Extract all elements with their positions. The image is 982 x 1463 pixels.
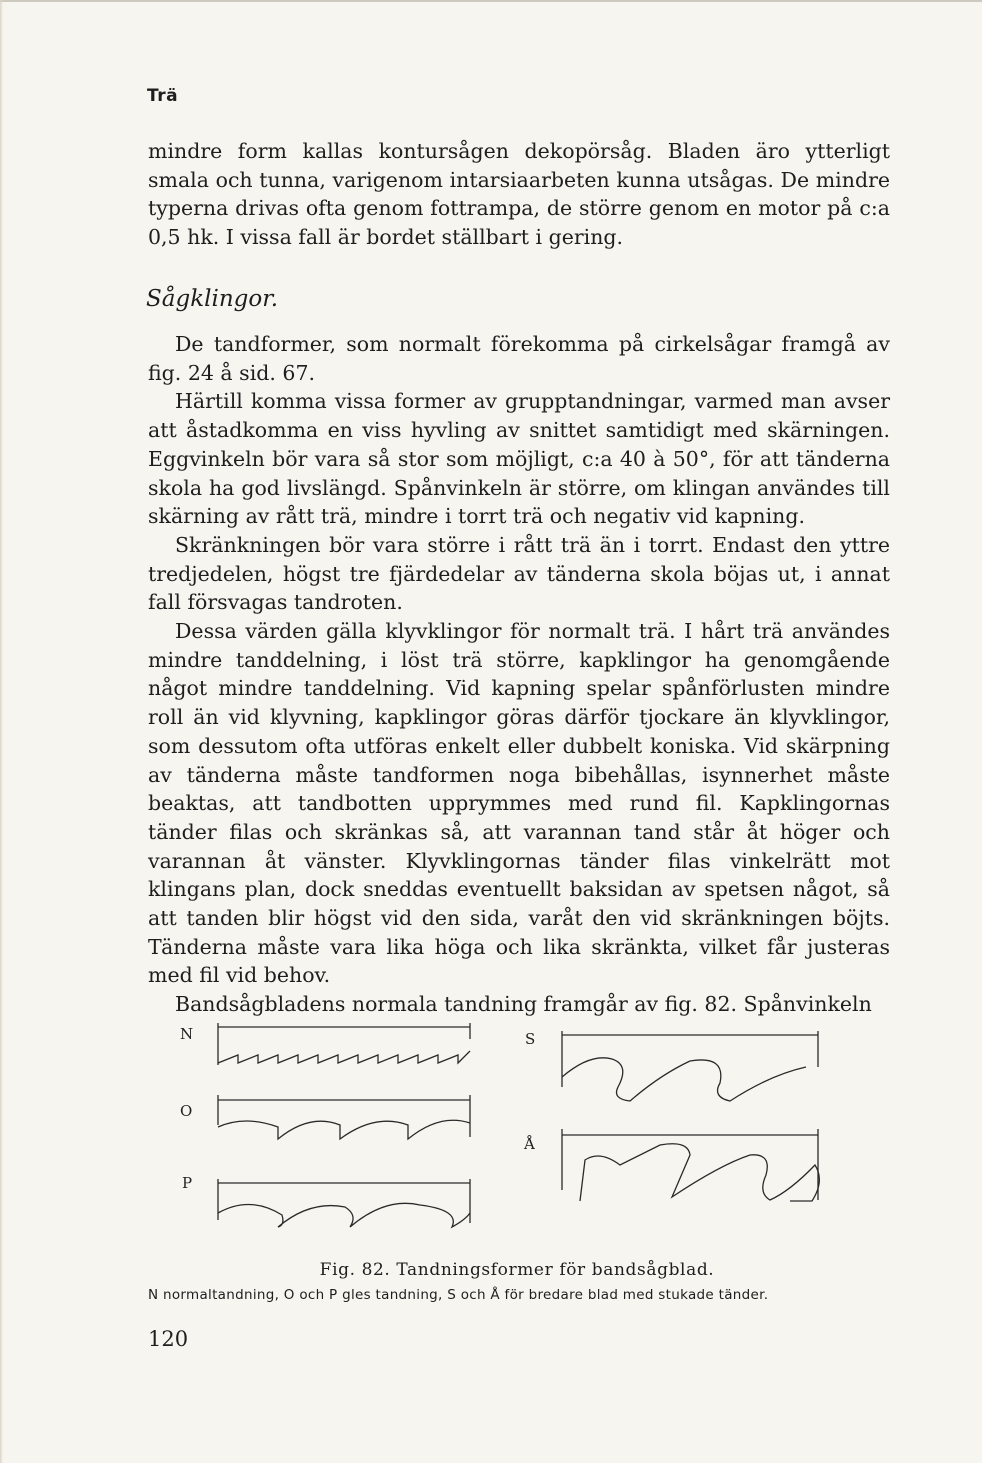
profile-p [218,1179,470,1227]
section-text-block [148,330,890,1019]
figure-caption-title [0,1260,982,1280]
figure-label-n: N [180,1025,194,1043]
profile-o [218,1095,470,1139]
page-edge-left [0,0,3,1463]
tooth-profile-diagram [160,1015,840,1250]
profile-s [562,1031,818,1101]
tooth-line [562,1058,806,1101]
tooth-line [218,1051,470,1063]
profile-a-ring [562,1129,819,1201]
page-number: 120 [148,1327,189,1351]
paragraph: Dessa värden gälla klyvklingor för normalt trä. I hårt trä användes mindre tanddelning, i löst trä större, kapklingor ha genomgående något mindre tanddelning. Vid kapning spelar spånförlusten mindre roll än vid klyvning, kapklingor göras därför tjockare än klyvklingor, som dessutom ofta utföras enkelt eller dubbelt koniska. Vid skärpning av tänderna måste tandformen noga bibehållas, isynnerhet måste beaktas, att tandbotten upprymmes med rund fil. Kapklingornas tänder filas och skränkas så, att varannan tand står åt höger och varannan åt vänster. Klyvklingornas tänder filas vinkelrätt mot klingans plan, dock sneddas eventuellt baksidan av spetsen något, så att tanden blir högst vid den sida, varåt den vid skränkningen böjts. Tänderna måste vara lika höga och lika skränkta, vilket får justeras med fil vid behov. [148,619,890,988]
profile-n [218,1023,470,1065]
running-head: Trä [147,86,179,106]
paragraph: De tandformer, som normalt förekomma på cirkelsågar framgå av fig. 24 å sid. 67. [148,332,890,385]
figure-label-p: P [182,1174,193,1192]
tooth-line [218,1120,470,1139]
paragraph: Bandsågbladens normala tandning framgår av fig. 82. Spånvinkeln [175,992,872,1017]
section-heading: Sågklingor. [146,286,279,312]
figure-label-o: O [180,1102,193,1120]
figure-label-s: S [525,1030,536,1048]
intro-text-block [148,137,890,252]
figure-label-a-ring: Å [524,1135,535,1153]
page-edge-top [0,0,982,2]
figure-caption-description: N normaltandning, O och P gles tandning, S och Å för bredare blad med stukade tänder. [148,1287,769,1303]
figure-caption-title-text: Fig. 82. Tandningsformer för bandsågblad. [319,1260,715,1280]
intro-paragraph: mindre form kallas kontursågen dekopörsåg. Bladen äro ytterligt smala och tunna, varigenom intarsiaarbeten kunna utsågas. De mindre typerna drivas ofta genom fottrampa, de större genom en motor på c:a 0,5 hk. I vissa fall är bordet ställbart i gering. [148,139,890,250]
paragraph: Härtill komma vissa former av grupptandningar, varmed man avser att åstadkomma en viss hyvling av snittet samtidigt med skärningen. Eggvinkeln bör vara så stor som möjligt, c:a 40 à 50°, för att tänderna skola ha god livslängd. Spånvinkeln är större, om klingan användes till skärning av rått trä, mindre i torrt trä och negativ vid kapning. [148,389,890,529]
tooth-line [580,1144,819,1201]
tooth-line [218,1203,470,1227]
paragraph: Skränkningen bör vara större i rått trä än i torrt. Endast den yttre tredjedelen, högst tre fjärdedelar av tänderna skola böjas ut, i annat fall försvagas tandroten. [148,532,890,615]
figure-82 [160,1015,840,1250]
